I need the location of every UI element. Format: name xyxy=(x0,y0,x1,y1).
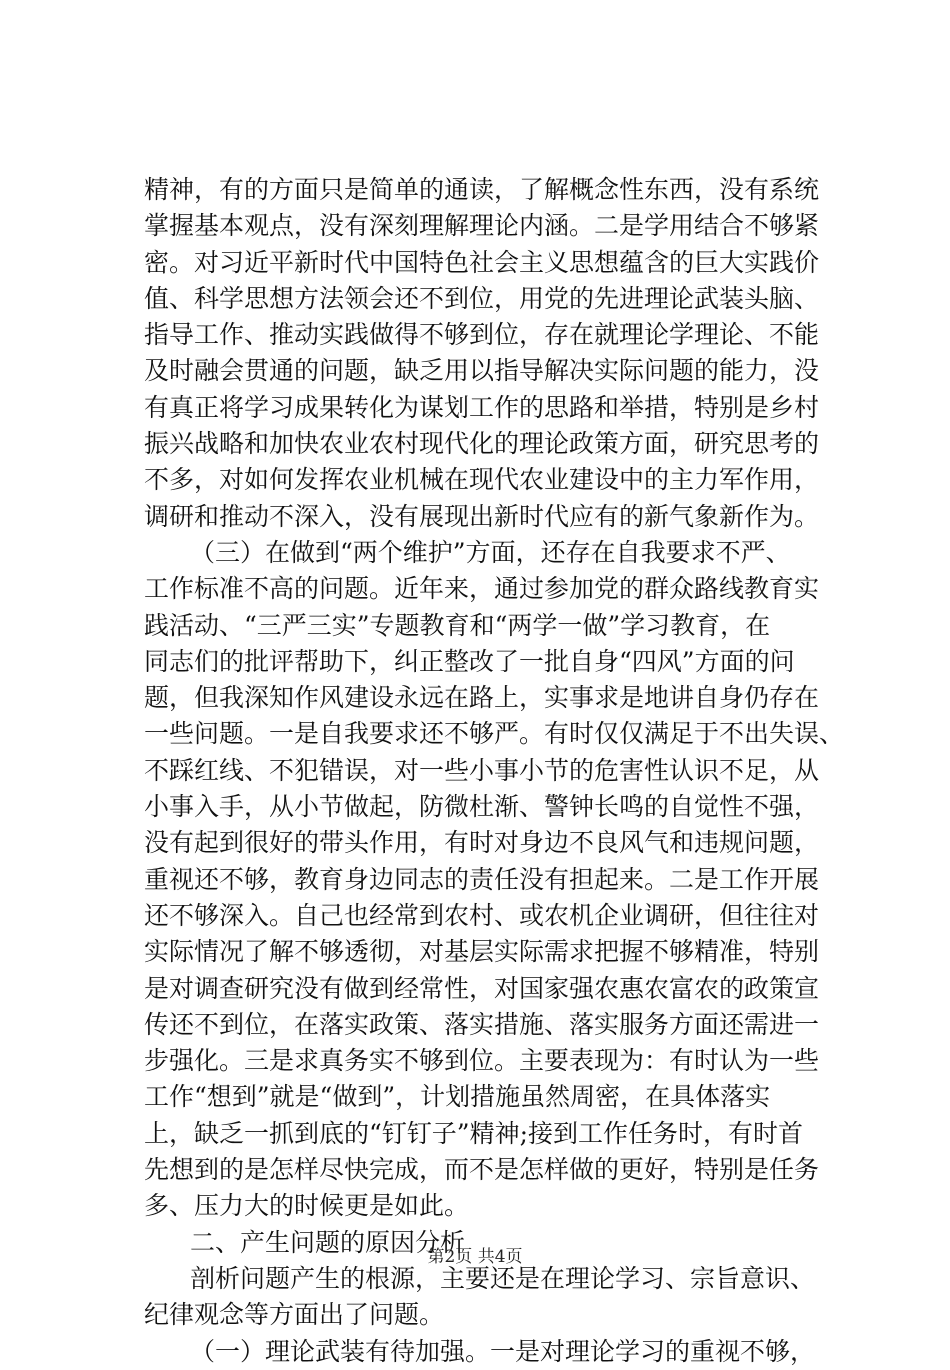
text-line: 实际情况了解不够透彻，对基层实际需求把握不够精准，特别 xyxy=(144,937,820,967)
text-line: 先想到的是怎样尽快完成，而不是怎样做的更好，特别是任务 xyxy=(144,1155,820,1185)
text-line: 值、科学思想方法领会还不到位，用党的先进理论武装头脑、 xyxy=(144,283,820,313)
text-line: 还不够深入。自己也经常到农村、或农机企业调研，但往往对 xyxy=(144,900,820,930)
text-line: 上，缺乏一抓到底的“钉钉子”精神;接到工作任务时，有时首 xyxy=(144,1118,803,1148)
body-text xyxy=(144,172,844,1370)
text-line: 践活动、“三严三实”专题教育和“两学一做”学习教育，在 xyxy=(144,610,771,640)
text-line: 传还不到位，在落实政策、落实措施、落实服务方面还需进一 xyxy=(144,1009,820,1039)
text-line: 剖析问题产生的根源，主要还是在理论学习、宗旨意识、 xyxy=(190,1263,816,1293)
text-line: 小事入手，从小节做起，防微杜渐、警钟长鸣的自觉性不强， xyxy=(144,792,820,822)
text-line: 不踩红线、不犯错误，对一些小事小节的危害性认识不足，从 xyxy=(144,755,820,785)
text-line: 密。对习近平新时代中国特色社会主义思想蕴含的巨大实践价 xyxy=(144,247,820,277)
text-line: （一）理论武装有待加强。一是对理论学习的重视不够， xyxy=(190,1336,816,1366)
text-line: 精神，有的方面只是简单的通读，了解概念性东西，没有系统 xyxy=(144,175,820,204)
text-line: 不多，对如何发挥农业机械在现代农业建设中的主力军作用， xyxy=(144,465,820,495)
text-line: 调研和推动不深入，没有展现出新时代应有的新气象新作为。 xyxy=(144,501,820,531)
text-line: 纪律观念等方面出了问题。 xyxy=(144,1300,445,1330)
text-line: 有真正将学习成果转化为谋划工作的思路和举措，特别是乡村 xyxy=(144,392,820,422)
text-line: 指导工作、推动实践做得不够到位，存在就理论学理论、不能 xyxy=(144,320,820,350)
text-line: 是对调查研究没有做到经常性，对国家强农惠农富农的政策宣 xyxy=(144,973,820,1003)
text-line: 一些问题。一是自我要求还不够严。有时仅仅满足于不出失误、 xyxy=(144,719,845,749)
text-line: 没有起到很好的带头作用，有时对身边不良风气和违规问题， xyxy=(144,828,820,858)
text-line: 工作“想到”就是“做到”，计划措施虽然周密，在具体落实 xyxy=(144,1082,771,1112)
text-line: 工作标准不高的问题。近年来，通过参加党的群众路线教育实 xyxy=(144,574,820,604)
text-line: 步强化。三是求真务实不够到位。主要表现为：有时认为一些 xyxy=(144,1046,820,1076)
text-line: 多、压力大的时候更是如此。 xyxy=(144,1191,470,1221)
text-line: 二、产生问题的原因分析 xyxy=(190,1227,466,1257)
text-line: （三）在做到“两个维护”方面，还存在自我要求不严、 xyxy=(190,537,791,567)
text-line: 同志们的批评帮助下，纠正整改了一批自身“四风”方面的问 xyxy=(144,646,795,676)
text-line: 重视还不够，教育身边同志的责任没有担起来。二是工作开展 xyxy=(144,864,820,894)
text-line: 掌握基本观点，没有深刻理解理论内涵。二是学用结合不够紧 xyxy=(144,211,820,241)
text-line: 振兴战略和加快农业农村现代化的理论政策方面，研究思考的 xyxy=(144,429,820,459)
text-line: 及时融会贯通的问题，缺乏用以指导解决实际问题的能力，没 xyxy=(144,356,820,386)
page-footer: 第2页 共4页 xyxy=(427,1247,523,1267)
text-line: 题，但我深知作风建设永远在路上，实事求是地讲自身仍存在 xyxy=(144,683,820,713)
